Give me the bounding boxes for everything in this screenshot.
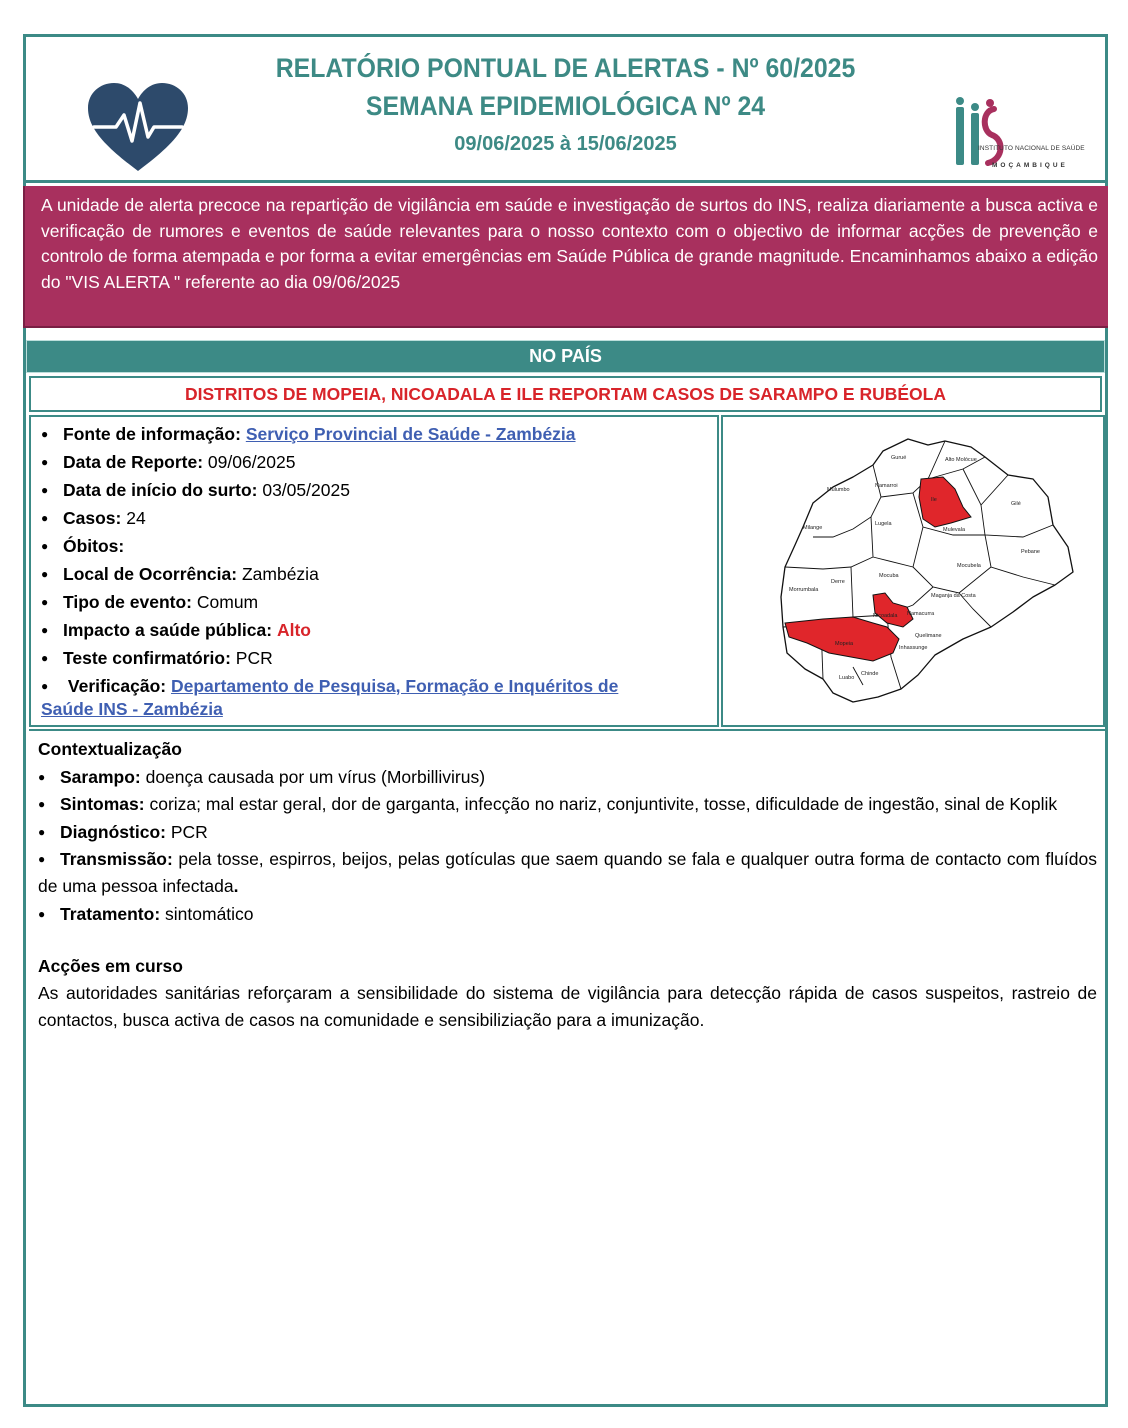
map-label-lugela: Lugela	[875, 521, 892, 527]
bullet-icon: ●	[38, 907, 46, 921]
onset-value: 03/05/2025	[262, 480, 350, 500]
info-row-report-date	[41, 448, 709, 476]
bullet-icon: ●	[38, 797, 46, 811]
onset-label: Data de início do surto:	[63, 480, 258, 500]
event-title: DISTRITOS DE MOPEIA, NICOADALA E ILE REPORTAM CASOS DE SARAMPO E RUBÉOLA	[29, 376, 1102, 412]
event-type-value: Comum	[196, 592, 259, 612]
context-item-symptoms	[38, 791, 1097, 818]
info-row-impact	[41, 616, 709, 644]
transmission-end: .	[233, 876, 239, 896]
test-value: PCR	[235, 648, 273, 668]
bullet-icon: ●	[41, 623, 49, 637]
map-label-mopeia: Mopeia	[835, 641, 854, 647]
report-frame	[23, 34, 1108, 1407]
map-label-mulevala: Mulevala	[943, 527, 966, 533]
info-row-event-type	[41, 588, 709, 616]
map-label-mocubela: Mocubela	[957, 563, 981, 569]
treatment-value: sintomático	[165, 904, 254, 924]
map-label-morrumbala: Morrumbala	[789, 587, 819, 593]
context-heading: Contextualização	[38, 739, 182, 759]
map-label-ile: Ile	[931, 497, 937, 503]
context-item-measles	[38, 763, 1097, 791]
info-row-source	[41, 420, 709, 448]
map-label-maganja: Maganja da Costa	[931, 593, 976, 599]
verification-link[interactable]: Departamento de Pesquisa, Formação e Inquéritos de	[171, 676, 619, 696]
map-label-milange: Milange	[803, 525, 823, 531]
info-row-verification	[41, 672, 709, 700]
diagnosis-label: Diagnóstico:	[60, 822, 166, 842]
map-label-namarroi: Namarroi	[875, 483, 898, 489]
map-label-mulumbo: Mulumbo	[827, 487, 850, 493]
diagnosis-value: PCR	[170, 822, 208, 842]
bullet-icon: ●	[41, 679, 49, 693]
map-label-nicoadala: Nicoadala	[873, 613, 898, 619]
bullet-icon: ●	[41, 595, 49, 609]
context-item-treatment	[38, 900, 1097, 928]
report-header	[26, 37, 1105, 183]
report-title: RELATÓRIO PONTUAL DE ALERTAS - Nº 60/2025	[275, 53, 856, 83]
transmission-label: Transmissão:	[60, 849, 173, 869]
country-section-header: NO PAÍS	[26, 340, 1105, 373]
source-link[interactable]: Serviço Provincial de Saúde - Zambézia	[245, 424, 576, 444]
map-label-pebane: Pebane	[1021, 549, 1040, 555]
epi-week-title: SEMANA EPIDEMIOLÓGICA Nº 24	[365, 91, 766, 121]
test-label: Teste confirmatório:	[63, 648, 231, 668]
event-type-label: Tipo de evento:	[63, 592, 192, 612]
logo-institute-name: INSTITUTO NACIONAL DE SAÚDE	[978, 145, 1085, 152]
map-label-inhassunge: Inhassunge	[899, 645, 928, 651]
report-date-label: Data de Reporte:	[63, 452, 204, 472]
symptoms-label: Sintomas:	[60, 794, 145, 814]
map-label-alto-molocue: Alto Molócue	[945, 457, 977, 463]
info-row-test	[41, 644, 709, 672]
bullet-icon: ●	[41, 539, 49, 553]
bullet-icon: ●	[38, 825, 46, 839]
symptoms-value: coriza; mal estar geral, dor de garganta, infecção no nariz, conjuntivite, tosse, dificuldade de ingestão, sinal de Koplik	[149, 794, 1058, 814]
impact-label: Impacto a saúde pública:	[63, 620, 273, 640]
treatment-label: Tratamento:	[60, 904, 161, 924]
map-label-mocuba: Mocuba	[879, 573, 899, 579]
map-label-gurue: Gurué	[891, 455, 907, 461]
context-item-transmission	[38, 846, 1097, 900]
context-section	[29, 729, 1105, 1407]
bullet-icon: ●	[41, 483, 49, 497]
event-info-box	[29, 415, 719, 727]
bullet-icon: ●	[41, 455, 49, 469]
map-label-namacurra: Namacurra	[907, 611, 935, 617]
zambezia-map	[721, 415, 1105, 727]
context-item-diagnosis	[38, 818, 1097, 846]
map-label-quelimane: Quelimane	[915, 633, 942, 639]
info-row-cases	[41, 504, 709, 532]
source-label: Fonte de informação:	[63, 424, 241, 444]
actions-text: As autoridades sanitárias reforçaram a sensibilidade do sistema de vigilância para detecção rápida de casos suspeitos, rastreio de contactos, busca activa de casos na comunidade e sensibiliziação para a imunização.	[38, 983, 1097, 1030]
deaths-label: Óbitos:	[63, 536, 125, 556]
actions-heading: Acções em curso	[38, 956, 183, 976]
info-row-onset	[41, 476, 709, 504]
report-date-value: 09/06/2025	[207, 452, 296, 472]
map-label-luabo: Luabo	[839, 675, 855, 681]
verification-label: Verificação:	[67, 676, 167, 696]
bullet-icon: ●	[41, 567, 49, 581]
bullet-icon: ●	[38, 852, 46, 866]
ins-logo	[948, 95, 1088, 175]
intro-paragraph: A unidade de alerta precoce na repartição de vigilância em saúde e investigação de surtos do INS, realiza diariamente a busca activa e verificação de rumores e eventos de saúde relevantes para o nosso contexto com o objectivo de informar acções de prevenção e controlo de forma atempada e por forma a evitar emergências em Saúde Pública de grande magnitude. Encaminhamos abaixo a edição do "VIS ALERTA " referente ao dia 09/06/2025	[23, 186, 1108, 328]
location-label: Local de Ocorrência:	[63, 564, 238, 584]
location-value: Zambézia	[241, 564, 319, 584]
bullet-icon: ●	[41, 427, 49, 441]
map-label-chinde: Chinde	[861, 671, 879, 677]
impact-value: Alto	[276, 620, 311, 640]
info-row-verification-cont	[41, 697, 709, 721]
bullet-icon: ●	[41, 511, 49, 525]
logo-country: MOÇAMBIQUE	[992, 162, 1068, 169]
measles-value: doença causada por um vírus (Morbillivirus)	[145, 767, 486, 787]
zambezia-district-map	[723, 417, 1103, 725]
verification-link-cont[interactable]: Saúde INS - Zambézia	[41, 699, 223, 719]
date-range: 09/06/2025 à 15/06/2025	[454, 133, 677, 155]
info-row-location	[41, 560, 709, 588]
map-label-gile: Gilé	[1011, 501, 1021, 507]
cases-label: Casos:	[63, 508, 122, 528]
measles-label: Sarampo:	[60, 767, 141, 787]
bullet-icon: ●	[38, 770, 46, 784]
cases-value: 24	[126, 508, 146, 528]
info-row-deaths	[41, 532, 709, 560]
transmission-value: pela tosse, espirros, beijos, pelas gotículas que saem quando se fala e qualquer outra forma de contacto com fluídos de uma pessoa infectada	[38, 849, 1097, 896]
map-label-derre: Derre	[831, 579, 845, 585]
bullet-icon: ●	[41, 651, 49, 665]
